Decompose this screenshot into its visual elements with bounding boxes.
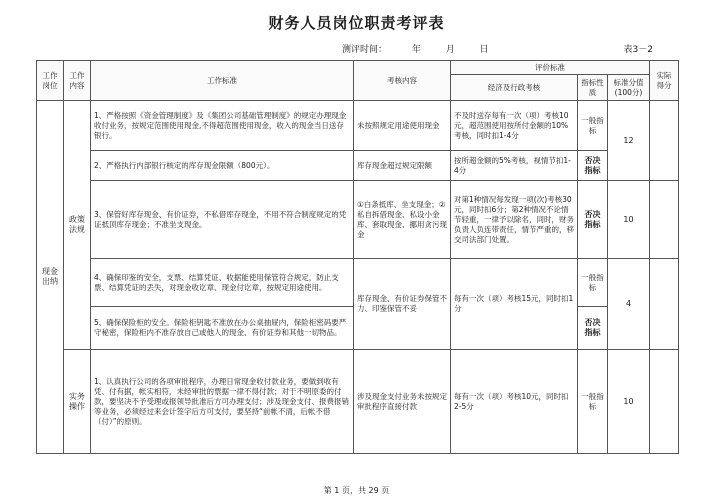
header-eval-standard: 评价标准 — [451, 61, 650, 75]
eval-time — [342, 42, 511, 55]
actual-score-cell[interactable] — [650, 101, 679, 181]
standard-cell: 5、确保保险柜的安全。保险柜钥匙不准放在办公桌抽屉内，保险柜密码要严守秘密，保险柜内不准存放自己或他人的现金、有价证券和其他一切物品。 — [91, 307, 354, 350]
assessment-cell: 库存现金、有价证券保管不力、印鉴保管不妥 — [354, 259, 451, 350]
economic-cell: 不及时送存每有一次（项）考核10元，超范围使用按所付金额的10%考核，同时扣1-4分 — [451, 101, 578, 151]
eval-time-label: 测评时间： — [342, 45, 388, 55]
assessment-cell: ①白条抵库、坐支现金；②私自拆借现金、私设小金库、套取现金、挪用贪污现金 — [354, 181, 451, 259]
score-cell: 4 — [608, 259, 650, 350]
header-economic: 经济及行政考核 — [451, 75, 578, 101]
score-cell: 10 — [608, 181, 650, 259]
group-operations: 实务操作 — [64, 350, 91, 454]
nature-cell: 否决指标 — [578, 151, 608, 181]
nature-cell: 一般指标 — [578, 259, 608, 307]
header-score-standard: 标准分值(100分) — [608, 75, 650, 101]
standard-cell: 1、认真执行公司的各项审批程序，办理日常现金收付款业务，要做到收有凭、付有据，帐实相符，未经审批的票据一律不得付款；对于不明原委的付款，要坚决不予受理或报领导批准后方可办理支付；涉及现金支付、报费报销等业务，必须经过来会计签字后方可支付，要坚持“前帐不清，后帐不借（付）”的原则。 — [91, 350, 354, 454]
header-post: 工作岗位 — [37, 61, 64, 101]
group-policy: 政策法规 — [64, 101, 91, 350]
standard-cell: 1、严格按照《资金管理制度》及《集团公司基础管理制度》的规定办理现金收付业务，按规定范围使用现金,不得超范围使用现金，收入的现金当日送存银行。 — [91, 101, 354, 151]
economic-cell: 按所超金额的5%考核，视情节扣1-4分 — [451, 151, 578, 181]
assessment-cell: 涉及现金支付业务未按规定审批程序直接付款 — [354, 350, 451, 454]
header-standard: 工作标准 — [91, 61, 354, 101]
page-title: 财务人员岗位职责考评表 — [268, 14, 445, 32]
standard-cell: 3、保管好库存现金、有价证券，不私借库存现金，不用不符合制度规定的凭证抵顶库存现金；不准坐支现金。 — [91, 181, 354, 259]
nature-cell: 一般指标 — [578, 101, 608, 151]
header-indicator-nature: 指标性质 — [578, 75, 608, 101]
day-label: 日 — [479, 45, 489, 55]
table-number: 表3－2 — [623, 45, 653, 55]
score-cell: 10 — [608, 350, 650, 454]
header-content: 工作内容 — [64, 61, 91, 101]
subheader — [0, 42, 713, 56]
standard-cell: 2、严格执行内部银行核定的库存现金限额（800元）。 — [91, 151, 354, 181]
header-actual-score: 实际得分 — [650, 61, 679, 101]
economic-cell: 每有一次（项）考核10元，同时扣2-5分 — [451, 350, 578, 454]
month-label: 月 — [445, 45, 455, 55]
economic-cell: 每有一次（项）考核15元，同时扣1分 — [451, 259, 578, 350]
actual-score-cell[interactable] — [650, 259, 679, 350]
assessment-cell: 库存现金超过规定限额 — [354, 151, 451, 181]
year-label: 年 — [411, 45, 421, 55]
economic-cell: 对第1种情况每发现一项(次)考核30元，同时扣6分；第2种情况不论情节轻重，一律予以除名，同时，财务负责人负连带责任，情节严重的，移交司法部门处置。 — [451, 181, 578, 259]
nature-cell: 一般指标 — [578, 350, 608, 454]
actual-score-cell[interactable] — [650, 350, 679, 454]
post-cell: 现金出纳 — [37, 101, 64, 454]
nature-cell: 否决指标 — [578, 307, 608, 350]
evaluation-table — [36, 60, 679, 454]
page-footer: 第 1 页，共 29 页 — [323, 486, 390, 495]
assessment-cell: 未按照规定用途使用现金 — [354, 101, 451, 151]
nature-cell: 否决指标 — [578, 181, 608, 259]
actual-score-cell[interactable] — [650, 181, 679, 259]
score-cell: 12 — [608, 101, 650, 181]
standard-cell: 4、确保印鉴的安全，支票、结算凭证、收据能使用保管符合规定，防止支票、结算凭证的丢失，对现金收讫章、现金付讫章，按规定用途使用。 — [91, 259, 354, 307]
header-assessment: 考核内容 — [354, 61, 451, 101]
